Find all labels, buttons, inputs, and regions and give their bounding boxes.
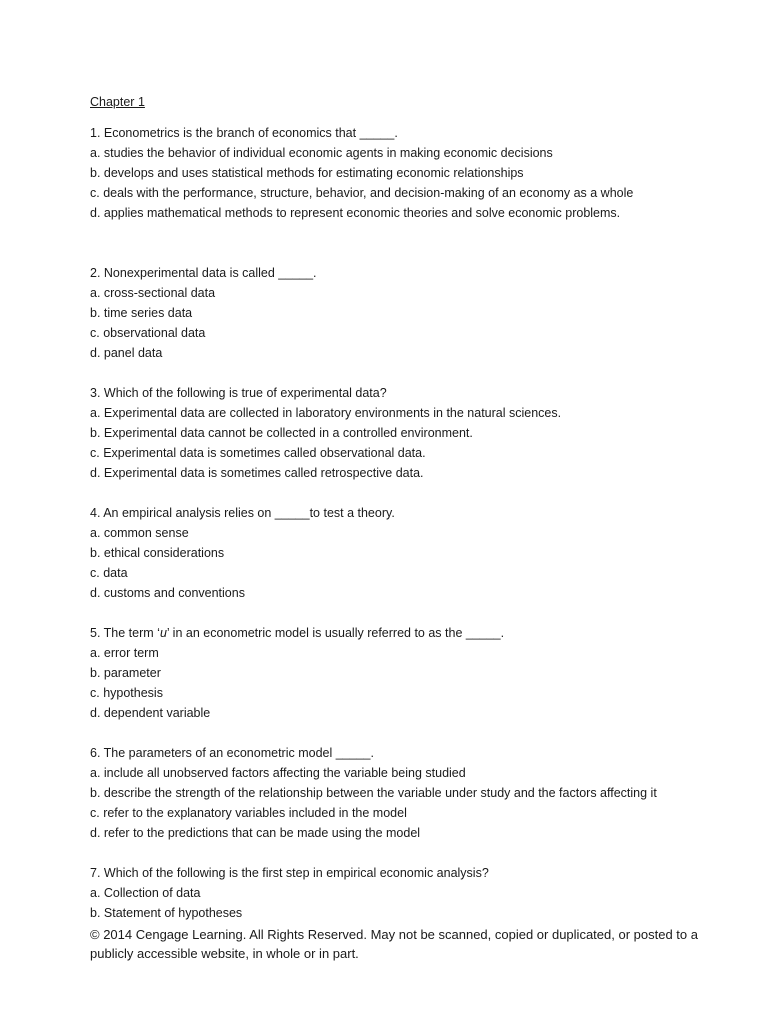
answer-option: d. Experimental data is sometimes called retrospective data. (90, 466, 424, 480)
answer-option: b. time series data (90, 306, 193, 320)
copyright-line: © 2014 Cengage Learning. All Rights Reserved. May not be scanned, copied or duplicated, or posted to a (90, 927, 698, 942)
answer-option: d. panel data (90, 346, 163, 360)
spacer (90, 843, 700, 863)
answer-option: d. refer to the predictions that can be made using the model (90, 826, 421, 840)
answer-option: a. cross-sectional data (90, 286, 216, 300)
question-stem-variable: u (159, 626, 167, 640)
spacer (90, 363, 700, 383)
answer-option: b. Experimental data cannot be collected in a controlled environment. (90, 426, 473, 440)
answer-option: d. dependent variable (90, 706, 211, 720)
question-stem: 2. Nonexperimental data is called _____. (90, 266, 317, 280)
answer-option: a. studies the behavior of individual economic agents in making economic decisions (90, 146, 553, 160)
copyright-line: publicly accessible website, in whole or in part. (90, 946, 359, 961)
answer-option: d. applies mathematical methods to represent economic theories and solve economic problems. (90, 206, 621, 220)
answer-option: d. customs and conventions (90, 586, 245, 600)
question-stem-part: 5. The term ‘ (90, 626, 160, 640)
question-stem: 4. An empirical analysis relies on _____to test a theory. (90, 506, 395, 520)
question-stem: 1. Econometrics is the branch of economics that _____. (90, 126, 398, 140)
answer-option: b. Statement of hypotheses (90, 906, 243, 920)
question-stem: 6. The parameters of an econometric model _____. (90, 746, 374, 760)
spacer (90, 483, 700, 503)
chapter-title: Chapter 1 (90, 95, 145, 109)
question-1 (90, 123, 700, 223)
answer-option: c. observational data (90, 326, 206, 340)
answer-option: a. include all unobserved factors affecting the variable being studied (90, 766, 466, 780)
spacer (90, 223, 700, 263)
answer-option: a. Experimental data are collected in laboratory environments in the natural sciences. (90, 406, 562, 420)
answer-option: b. describe the strength of the relationship between the variable under study and the factors affecting it (90, 786, 657, 800)
answer-option: c. data (90, 566, 128, 580)
answer-option: a. error term (90, 646, 159, 660)
spacer (90, 723, 700, 743)
question-3 (90, 383, 700, 483)
question-stem-part: ’ in an econometric model is usually referred to as the _____. (166, 626, 505, 640)
answer-option: b. ethical considerations (90, 546, 225, 560)
answer-option: c. deals with the performance, structure, behavior, and decision-making of an economy as a whole (90, 186, 634, 200)
answer-option: c. Experimental data is sometimes called observational data. (90, 446, 426, 460)
answer-option: b. develops and uses statistical methods for estimating economic relationships (90, 166, 524, 180)
question-2 (90, 263, 700, 363)
document-page (90, 92, 700, 923)
spacer (90, 603, 700, 623)
copyright-footer (90, 925, 700, 963)
question-6 (90, 743, 700, 843)
answer-option: a. Collection of data (90, 886, 201, 900)
answer-option: a. common sense (90, 526, 189, 540)
answer-option: c. refer to the explanatory variables included in the model (90, 806, 407, 820)
question-4 (90, 503, 700, 603)
question-5 (90, 623, 700, 723)
question-7 (90, 863, 700, 923)
question-stem: 3. Which of the following is true of experimental data? (90, 386, 387, 400)
answer-option: b. parameter (90, 666, 161, 680)
question-stem: 7. Which of the following is the first step in empirical economic analysis? (90, 866, 489, 880)
question-stem (90, 623, 700, 643)
answer-option: c. hypothesis (90, 686, 163, 700)
